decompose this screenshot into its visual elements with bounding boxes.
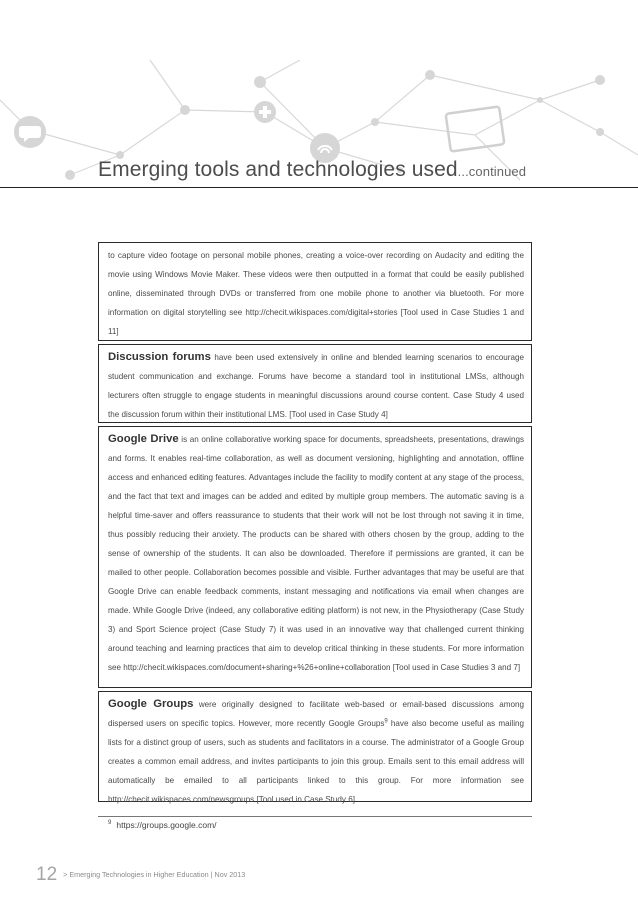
google-drive-text: is an online collaborative working space for documents, spreadsheets, presentations, drawings and forms. It enables real-time collaboration, as well as document versioning, highlighting and annotation, offline access and enhanced editing features. Advantages include the facility to modify content at any stage of the process, and the fact that text and images can be added and edited by multiple group members. The automatic saving is a helpful time-saver and offers reassurance to students that their work will not be lost through not saving it in time, thus possibly reducing their anxiety. The products can be shared with others chosen by the group, adding to the sense of ownership of the students. It can also be downloaded. Therefore if permissions are granted, it can be mailed to other people. Collaboration becomes possible and visible. Further advantages that may be useful are that Google Drive can enable feedback comments, instant messaging and notifications via email when changes are made. While Google Drive (indeed, any collaborative editing platform) is not new, in the Physiotherapy (Case Study 3) and Sport Science project (Case Study 7) it was used in an innovative way that challenged current thinking around teaching and learning practices that aim to develop critical thinking in these students. For more information see http://checit.wikispaces.com/document+sharing+%26+online+collaboration [Tool used in Case Studies 3 and 7] bbox=[108, 435, 524, 672]
google-groups-box bbox=[98, 691, 532, 802]
discussion-forums-text: have been used extensively in online and blended learning scenarios to encourage student communication and exchange. Forums have become a standard tool in institutional LMSs, although lecturers often struggle to engage students in meaningful discussions around course content. Case Study 4 used the discussion forum within their institutional LMS. [Tool used in Case Study 4] bbox=[108, 353, 524, 419]
storytelling-text: to capture video footage on personal mobile phones, creating a voice-over recording on Audacity and editing the movie using Windows Movie Maker. These videos were then outputted in a format that could be easily published online, disseminated through DVDs or transferred from one mobile phone to another via bluetooth. For more information on digital storytelling see http://checit.wikispaces.com/digital+stories [Tool used in Case Studies 1 and 11] bbox=[108, 251, 524, 336]
title-text: Emerging tools and technologies used bbox=[98, 158, 458, 181]
google-groups-text-b: have also become useful as mailing lists for a distinct group of users, such as students and facilitators in a course. The administrator of a Google Group creates a common email address, and invites participants to join this group. Emails sent to this email address will automatically be emailed to all participants linked to this group. For more information see http://checit.wikispaces.com/newsgroups [Tool used in Case Study 6] bbox=[108, 719, 524, 804]
footer-text: > Emerging Technologies in Higher Education | Nov 2013 bbox=[63, 870, 246, 879]
footnote bbox=[108, 820, 217, 830]
footnote-number: 9 bbox=[108, 820, 112, 826]
page-title bbox=[98, 158, 526, 182]
google-groups-term: Google Groups bbox=[108, 698, 194, 710]
title-rule bbox=[0, 187, 638, 188]
digital-storytelling-box bbox=[98, 242, 532, 341]
google-drive-term: Google Drive bbox=[108, 433, 179, 445]
google-groups-text-a: were originally designed to facilitate web-based or email-based discussions among dispersed users on specific topics. However, more recently Google Groups bbox=[108, 700, 524, 728]
footnote-link[interactable]: https://groups.google.com/ bbox=[116, 820, 217, 830]
page-number: 12 bbox=[36, 864, 58, 885]
google-drive-box bbox=[98, 426, 532, 688]
page-footer bbox=[36, 864, 245, 886]
discussion-forums-term: Discussion forums bbox=[108, 351, 211, 363]
footnote-rule bbox=[98, 816, 532, 817]
title-suffix: ...continued bbox=[457, 164, 527, 179]
discussion-forums-box bbox=[98, 344, 532, 423]
footnote-ref: 9 bbox=[384, 718, 388, 725]
